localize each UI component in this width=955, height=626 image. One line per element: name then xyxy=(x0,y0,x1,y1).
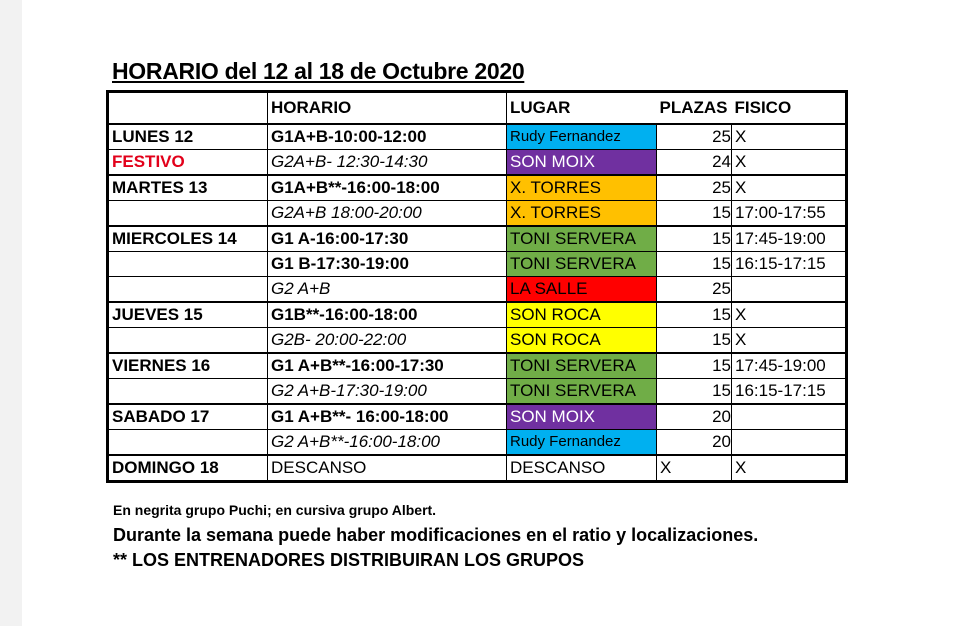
lugar-cell: SON ROCA xyxy=(507,302,657,328)
horario-cell: G2A+B 18:00-20:00 xyxy=(268,201,507,227)
lugar-cell: Rudy Fernandez xyxy=(507,124,657,150)
fisico-cell: 17:00-17:55 xyxy=(732,201,847,227)
plazas-cell: 15 xyxy=(657,201,732,227)
fisico-cell: 17:45-19:00 xyxy=(732,353,847,379)
horario-cell: DESCANSO xyxy=(268,455,507,482)
table-row xyxy=(108,430,847,456)
plazas-cell: 15 xyxy=(657,353,732,379)
plazas-cell: 15 xyxy=(657,328,732,354)
table-row xyxy=(108,379,847,405)
plazas-cell: 25 xyxy=(657,277,732,303)
lugar-cell: SON ROCA xyxy=(507,328,657,354)
day-cell: DOMINGO 18 xyxy=(108,455,268,482)
header-lugar: LUGAR xyxy=(507,92,657,125)
table-row xyxy=(108,150,847,176)
fisico-cell: X xyxy=(732,175,847,201)
fisico-cell: X xyxy=(732,328,847,354)
day-cell xyxy=(108,379,268,405)
horario-cell: G2 A+B**-16:00-18:00 xyxy=(268,430,507,456)
lugar-cell: LA SALLE xyxy=(507,277,657,303)
horario-cell: G1 B-17:30-19:00 xyxy=(268,252,507,277)
day-cell: FESTIVO xyxy=(108,150,268,176)
lugar-cell: TONI SERVERA xyxy=(507,353,657,379)
header-fisico: FISICO xyxy=(734,98,792,117)
horario-cell: G2 A+B-17:30-19:00 xyxy=(268,379,507,405)
table-row xyxy=(108,404,847,430)
day-cell: SABADO 17 xyxy=(108,404,268,430)
horario-cell: G1 A+B**- 16:00-18:00 xyxy=(268,404,507,430)
lugar-cell: SON MOIX xyxy=(507,404,657,430)
table-row xyxy=(108,353,847,379)
lugar-cell: TONI SERVERA xyxy=(507,379,657,405)
fisico-cell: X xyxy=(732,124,847,150)
table-row xyxy=(108,124,847,150)
lugar-cell: SON MOIX xyxy=(507,150,657,176)
fisico-cell: X xyxy=(732,150,847,176)
day-cell: VIERNES 16 xyxy=(108,353,268,379)
fisico-cell: X xyxy=(732,455,847,482)
plazas-cell: X xyxy=(657,455,732,482)
day-cell: MIERCOLES 14 xyxy=(108,226,268,252)
table-row xyxy=(108,252,847,277)
plazas-cell: 15 xyxy=(657,379,732,405)
page-title: HORARIO del 12 al 18 de Octubre 2020 xyxy=(112,58,525,84)
lugar-cell: TONI SERVERA xyxy=(507,226,657,252)
plazas-cell: 25 xyxy=(657,124,732,150)
horario-cell: G2 A+B xyxy=(268,277,507,303)
day-cell xyxy=(108,252,268,277)
plazas-cell: 25 xyxy=(657,175,732,201)
horario-cell: G1 A+B**-16:00-17:30 xyxy=(268,353,507,379)
fisico-cell: 16:15-17:15 xyxy=(732,379,847,405)
schedule-table xyxy=(106,90,848,483)
header-plazas: PLAZAS xyxy=(659,98,728,117)
plazas-cell: 20 xyxy=(657,404,732,430)
lugar-cell: TONI SERVERA xyxy=(507,252,657,277)
fisico-cell xyxy=(732,404,847,430)
fisico-cell: X xyxy=(732,302,847,328)
note-legend: En negrita grupo Puchi; en cursiva grupo Albert. xyxy=(113,502,437,518)
fisico-cell xyxy=(732,430,847,456)
day-cell xyxy=(108,328,268,354)
lugar-cell: DESCANSO xyxy=(507,455,657,482)
plazas-cell: 20 xyxy=(657,430,732,456)
table-header-row xyxy=(108,92,847,125)
plazas-cell: 15 xyxy=(657,302,732,328)
horario-cell: G1A+B-10:00-12:00 xyxy=(268,124,507,150)
left-margin-strip xyxy=(0,0,22,626)
table-row xyxy=(108,175,847,201)
lugar-cell: Rudy Fernandez xyxy=(507,430,657,456)
horario-cell: G1 A-16:00-17:30 xyxy=(268,226,507,252)
fisico-cell: 17:45-19:00 xyxy=(732,226,847,252)
plazas-cell: 24 xyxy=(657,150,732,176)
fisico-cell: 16:15-17:15 xyxy=(732,252,847,277)
day-cell: MARTES 13 xyxy=(108,175,268,201)
table-row xyxy=(108,277,847,303)
table-row xyxy=(108,455,847,482)
fisico-cell xyxy=(732,277,847,303)
horario-cell: G1A+B**-16:00-18:00 xyxy=(268,175,507,201)
lugar-cell: X. TORRES xyxy=(507,175,657,201)
note-trainers: ** LOS ENTRENADORES DISTRIBUIRAN LOS GRUPOS xyxy=(113,550,585,570)
table-row xyxy=(108,226,847,252)
horario-cell: G2A+B- 12:30-14:30 xyxy=(268,150,507,176)
lugar-cell: X. TORRES xyxy=(507,201,657,227)
table-row xyxy=(108,328,847,354)
table-row xyxy=(108,201,847,227)
plazas-cell: 15 xyxy=(657,226,732,252)
day-cell: LUNES 12 xyxy=(108,124,268,150)
day-cell xyxy=(108,201,268,227)
day-cell: JUEVES 15 xyxy=(108,302,268,328)
day-cell xyxy=(108,430,268,456)
horario-cell: G2B- 20:00-22:00 xyxy=(268,328,507,354)
header-horario: HORARIO xyxy=(268,92,507,125)
header-day xyxy=(108,92,268,125)
horario-cell: G1B**-16:00-18:00 xyxy=(268,302,507,328)
plazas-cell: 15 xyxy=(657,252,732,277)
note-modifications: Durante la semana puede haber modificaciones en el ratio y localizaciones. xyxy=(113,525,759,545)
day-cell xyxy=(108,277,268,303)
table-row xyxy=(108,302,847,328)
